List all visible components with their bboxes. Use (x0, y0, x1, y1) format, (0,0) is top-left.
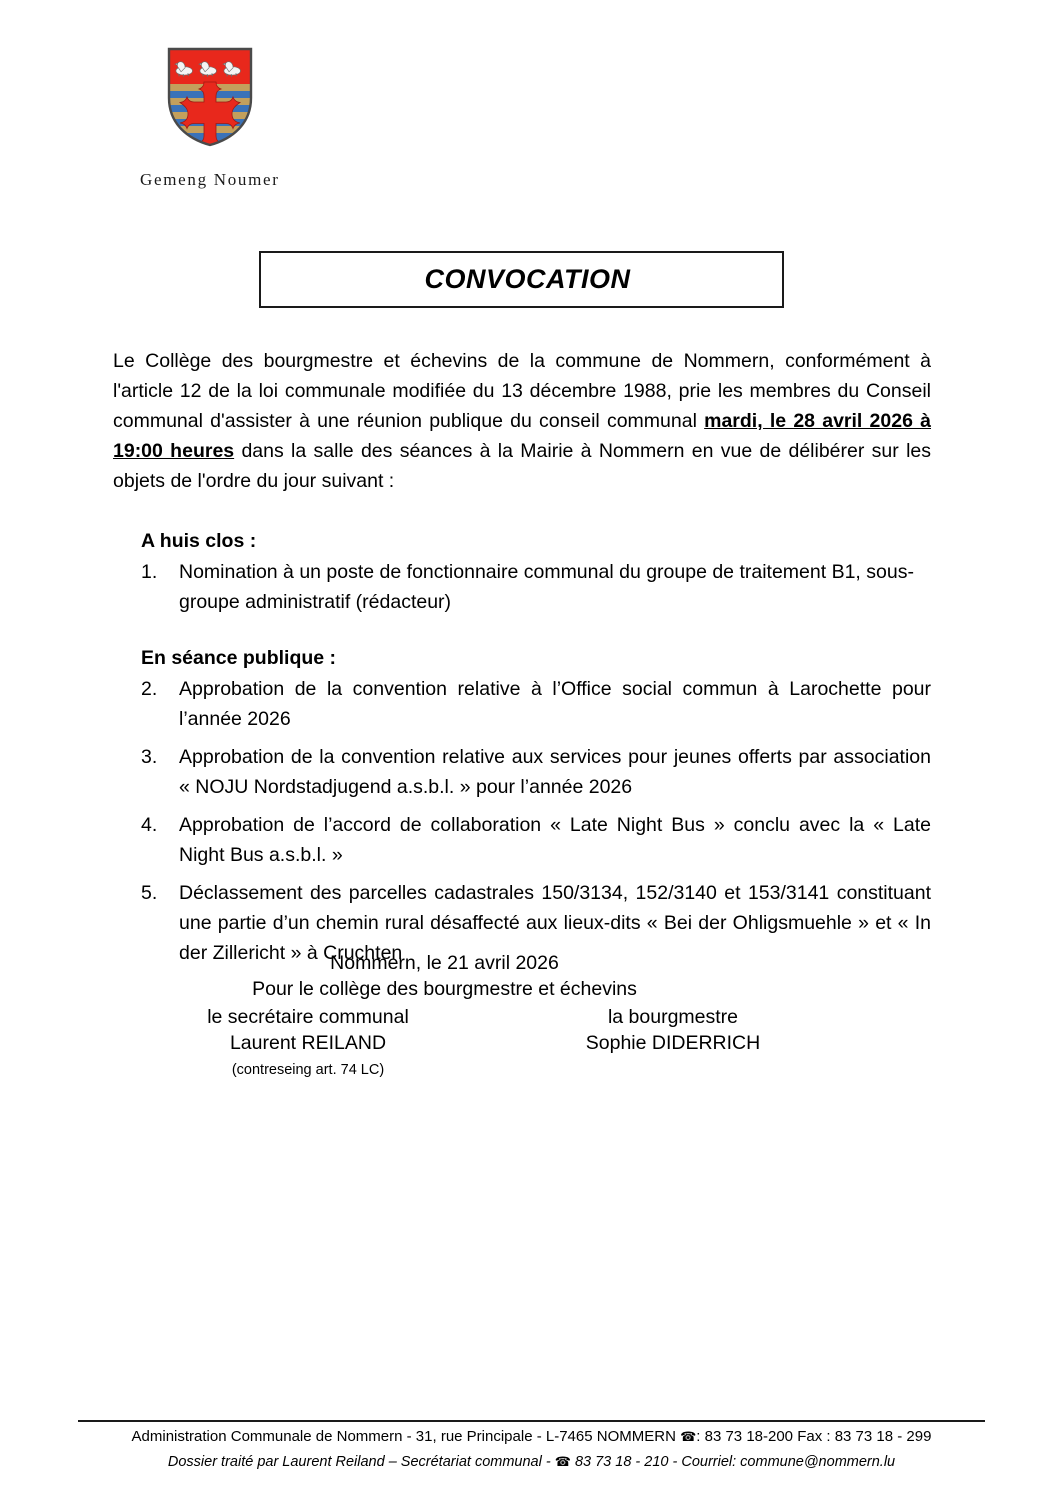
footer-address-line (78, 1426, 985, 1448)
telephone-icon: ☎ (554, 1455, 571, 1470)
footer-handler-text: Dossier traité par Laurent Reiland – Secrétariat communal - (167, 1454, 555, 1470)
intro-text-part1: Le Collège des bourgmestre et échevins de la commune de Nommern, conformément à l'article 12 de la loi communale modifiée du 13 décembre 1988, prie les membres du Conseil communal d'assister à une réunion publique du conseil communal (113, 350, 931, 432)
agenda-item (113, 674, 931, 734)
secretary-name: Laurent REILAND (229, 1032, 387, 1054)
agenda-item-number: 5. (141, 882, 158, 904)
secretary-title: le secrétaire communal (207, 1006, 409, 1028)
signature-secretary (113, 1004, 503, 1083)
signature-place-date: Nommern, le 21 avril 2026 (330, 952, 559, 974)
agenda-list-public-session (113, 674, 931, 968)
page-footer (78, 1420, 985, 1473)
agenda-item-text: Approbation de la convention relative aux services pour jeunes offerts par association « NOJU Nordstadjugend a.s.b.l. » pour l’année 2026 (179, 746, 931, 798)
signature-columns (113, 1004, 931, 1083)
secretary-note: (contreseing art. 74 LC) (231, 1062, 385, 1078)
page-title: CONVOCATION (424, 264, 631, 294)
footer-phone-fax-text: : 83 73 18-200 Fax : 83 73 18 - 299 (696, 1428, 932, 1445)
intro-paragraph (113, 346, 931, 496)
footer-address-text: Administration Communale de Nommern - 31, rue Principale - L-7465 NOMMERN (131, 1428, 681, 1445)
agenda-item-number: 3. (141, 746, 158, 768)
agenda-item (113, 810, 931, 870)
section-heading-closed-session: A huis clos : (141, 530, 257, 552)
section-heading-public-session: En séance publique : (141, 647, 337, 669)
organisation-name: Gemeng Noumer (140, 170, 280, 189)
agenda-list-closed-session (113, 557, 931, 617)
footer-divider (78, 1420, 985, 1422)
document-title-box (259, 251, 784, 308)
signature-mayor (503, 1004, 843, 1083)
intro-text-part2: dans la salle des séances à la Mairie à Nommern en vue de délibérer sur les objets de l'ordre du jour suivant : (113, 440, 931, 492)
coat-of-arms (166, 46, 254, 148)
agenda-item-number: 1. (141, 561, 158, 583)
coat-of-arms-icon (166, 46, 254, 148)
agenda-item-number: 4. (141, 814, 158, 836)
agenda-item-text: Nomination à un poste de fonctionnaire communal du groupe de traitement B1, sous-groupe administratif (rédacteur) (179, 561, 914, 613)
telephone-icon: ☎ (680, 1430, 697, 1445)
footer-contact-line (78, 1452, 985, 1473)
document-body (113, 346, 931, 968)
agenda-item-text: Approbation de l’accord de collaboration « Late Night Bus » conclu avec la « Late Night Bus a.s.b.l. » (179, 814, 931, 866)
agenda-item-text: Approbation de la convention relative à l’Office social commun à Larochette pour l’année 2026 (179, 678, 931, 730)
intro-meeting-datetime: mardi, le 28 avril 2026 à 19:00 heures (113, 410, 931, 462)
agenda-item (113, 742, 931, 802)
mayor-title: la bourgmestre (607, 1006, 739, 1028)
letterhead (140, 46, 460, 190)
agenda-item-text: Déclassement des parcelles cadastrales 150/3134, 152/3140 et 153/3141 constituant une partie d’un chemin rural désaffecté aux lieux-dits « Bei der Ohligsmuehle » et « In der Zillericht » à Cruchten (179, 882, 931, 964)
footer-email-text: 83 73 18 - 210 - Courriel: commune@nommern.lu (570, 1454, 896, 1470)
agenda-item (113, 557, 931, 617)
signature-block (113, 950, 931, 1083)
agenda-item-number: 2. (141, 678, 158, 700)
signature-on-behalf: Pour le collège des bourgmestre et échevins (252, 978, 637, 1000)
mayor-name: Sophie DIDERRICH (585, 1032, 761, 1054)
